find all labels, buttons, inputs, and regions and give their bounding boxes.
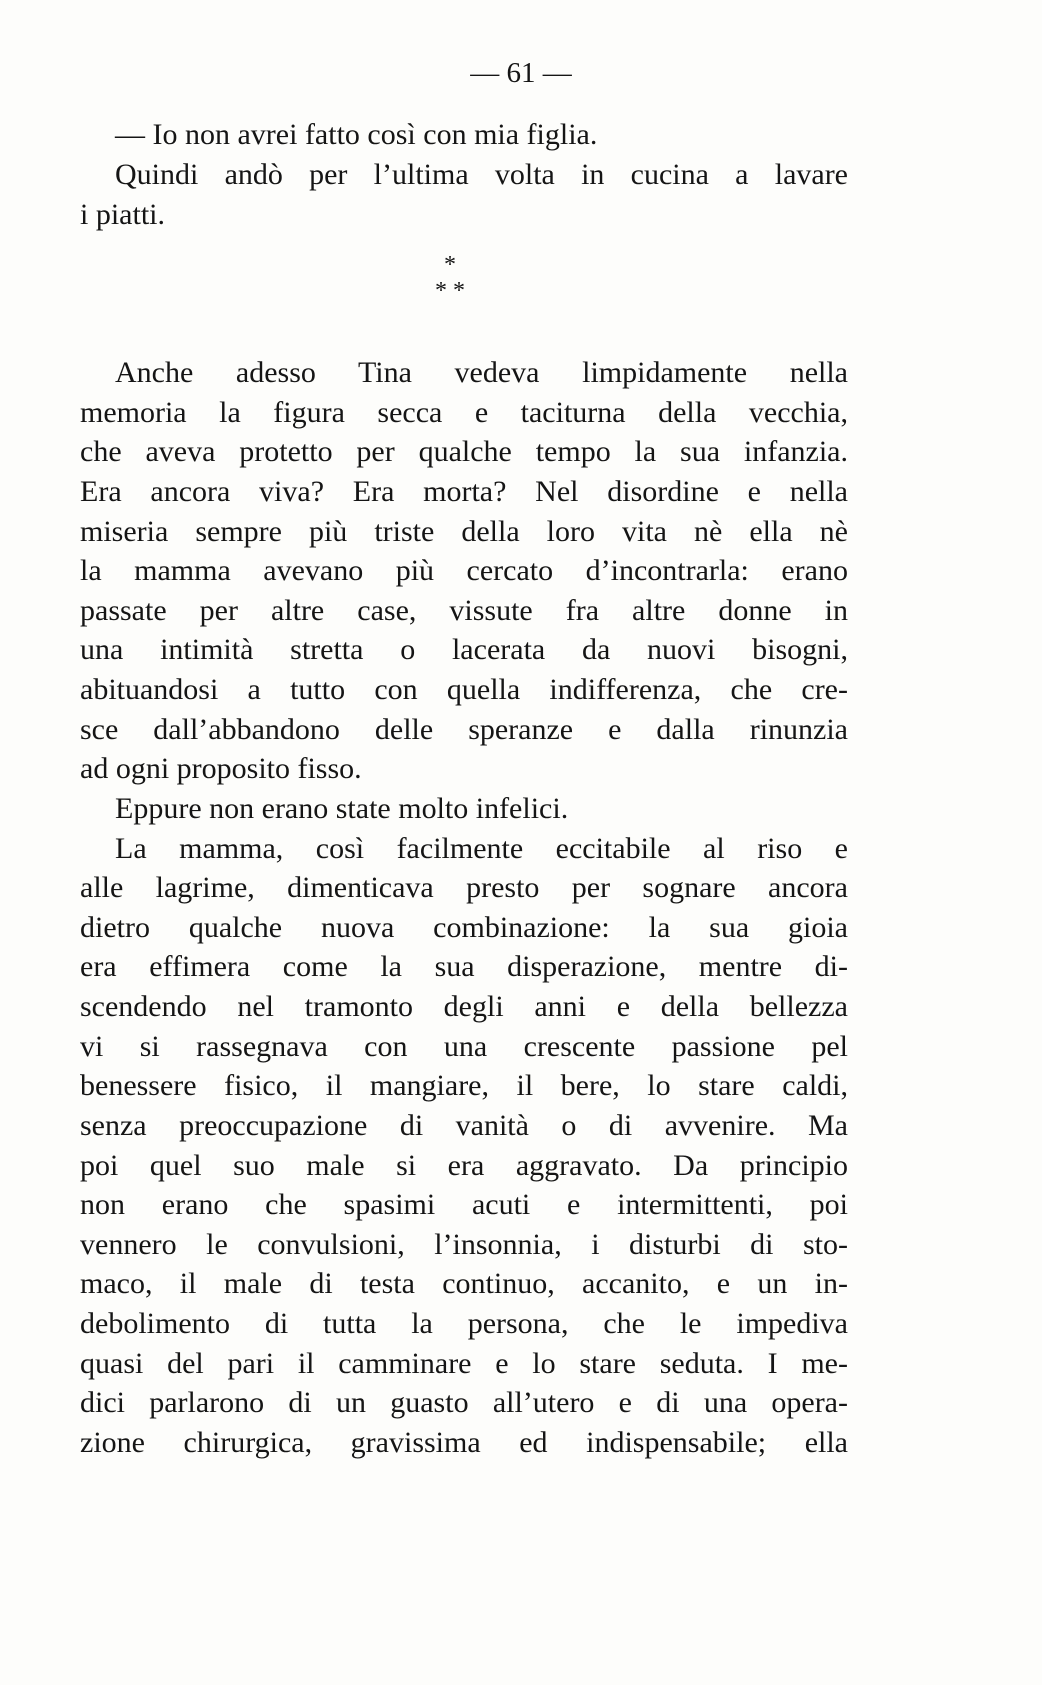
text-line: debolimento di tutta la persona, che le impediva: [80, 1307, 848, 1341]
text-line: memoria la figura secca e taciturna della vecchia,: [80, 395, 848, 429]
text-line: vennero le convulsioni, l’insonnia, i disturbi di sto-: [80, 1227, 848, 1261]
text-line: scendendo nel tramonto degli anni e della bellezza: [80, 990, 848, 1024]
text-line: maco, il male di testa continuo, accanito, e un in-: [80, 1267, 848, 1301]
text-line: miseria sempre più triste della loro vita nè ella nè: [80, 514, 848, 548]
text-line: Eppure non erano state molto infelici.: [115, 791, 569, 825]
text-line: era effimera come la sua disperazione, mentre di-: [80, 950, 848, 984]
page-number: — 61 —: [470, 57, 572, 89]
text-line: i piatti.: [80, 198, 165, 231]
text-line: passate per altre case, vissute fra altre donne in: [80, 593, 848, 627]
text-line: che aveva protetto per qualche tempo la sua infanzia.: [80, 435, 848, 469]
text-line: benessere fisico, il mangiare, il bere, lo stare caldi,: [80, 1069, 848, 1103]
text-line: dietro qualche nuova combinazione: la sua gioia: [80, 910, 848, 944]
text-line: Era ancora viva? Era morta? Nel disordine e nella: [80, 474, 848, 508]
text-line: Anche adesso Tina vedeva limpidamente nella: [115, 356, 848, 389]
asterism-bottom: * *: [435, 278, 465, 304]
text-line: non erano che spasimi acuti e intermittenti, poi: [80, 1188, 848, 1222]
text-line: abituandosi a tutto con quella indifferenza, che cre-: [80, 673, 848, 707]
asterism-separator: [420, 252, 480, 304]
text-line: ad ogni proposito fisso.: [80, 752, 362, 786]
text-line: poi quel suo male si era aggravato. Da principio: [80, 1148, 848, 1182]
asterism-top: *: [444, 252, 456, 278]
text-line: dici parlarono di un guasto all’utero e di una opera-: [80, 1386, 848, 1420]
text-line: quasi del pari il camminare e lo stare seduta. I me-: [80, 1346, 848, 1380]
text-line: vi si rassegnava con una crescente passione pel: [80, 1029, 848, 1063]
text-line: alle lagrime, dimenticava presto per sognare ancora: [80, 871, 848, 905]
text-line: zione chirurgica, gravissima ed indispensabile; ella: [80, 1426, 848, 1459]
text-line: — Io non avrei fatto così con mia figlia.: [115, 118, 598, 151]
text-line: la mamma avevano più cercato d’incontrarla: erano: [80, 554, 848, 588]
text-line: sce dall’abbandono delle speranze e dalla rinunzia: [80, 712, 848, 746]
text-line: Quindi andò per l’ultima volta in cucina a lavare: [115, 158, 848, 191]
text-line: senza preoccupazione di vanità o di avvenire. Ma: [80, 1108, 848, 1142]
text-line: La mamma, così facilmente eccitabile al riso e: [115, 831, 848, 865]
text-line: una intimità stretta o lacerata da nuovi bisogni,: [80, 633, 848, 667]
